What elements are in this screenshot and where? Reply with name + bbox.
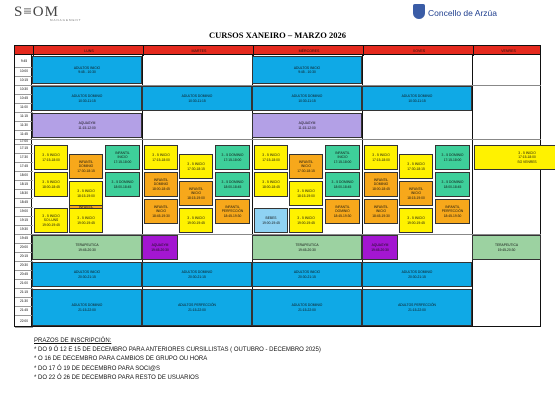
class-block-line: 21:15-22:00 bbox=[188, 307, 206, 312]
class-block-line: 21:15-22:00 bbox=[408, 307, 426, 312]
class-block-line: INICIO bbox=[375, 209, 387, 214]
class-block-line: 17:30-18:15 bbox=[407, 166, 425, 171]
class-block-line: ADULTOS INICIO bbox=[73, 65, 101, 70]
class-block-line: INFANTIL bbox=[115, 151, 130, 156]
class-block-line: 9:45 - 10:30 bbox=[298, 70, 316, 74]
class-block-line: ADULTOS DOMINIO bbox=[181, 94, 213, 99]
class-block-line: AQUAGYM bbox=[78, 121, 96, 126]
time-label: 21:00 bbox=[15, 279, 33, 289]
class-block-line: INFANTIL bbox=[373, 178, 389, 183]
class-block-line: 18:45-19:30 bbox=[152, 213, 170, 218]
class-block-line: 19:00-19:45 bbox=[77, 220, 95, 225]
class-block-line: DOMINIO bbox=[78, 164, 94, 169]
class-block-line: TERAPEUTICA bbox=[295, 243, 319, 248]
registration-notes bbox=[34, 337, 534, 383]
class-block-line: 20:30-21:15 bbox=[78, 274, 96, 279]
class-block-line: 19:45-20:30 bbox=[497, 247, 516, 252]
class-block bbox=[34, 172, 68, 197]
class-block bbox=[289, 181, 323, 206]
class-block-line: INFANTIL bbox=[78, 160, 94, 165]
class-block-line: DOMINIO bbox=[153, 182, 169, 187]
class-block-line: 17:15-18:00 bbox=[223, 157, 242, 162]
class-block-line: AQUAGYM bbox=[371, 243, 389, 248]
day-header: MÉRCORES bbox=[253, 46, 364, 56]
time-label: 21:45 bbox=[15, 306, 33, 316]
day-header: MARTES bbox=[143, 46, 254, 56]
class-block bbox=[289, 154, 323, 179]
logo-text: S≡OM bbox=[14, 4, 59, 20]
class-block bbox=[435, 172, 470, 197]
class-block-line: 17:30-18:15 bbox=[187, 166, 205, 171]
class-block-line: 19:00-19:45 bbox=[297, 220, 315, 225]
class-block-line: DOMINIO bbox=[373, 182, 389, 187]
class-block-line: 3 - 5 DOMINIO bbox=[221, 180, 244, 185]
class-block bbox=[472, 235, 541, 260]
time-label: 18:15 bbox=[15, 180, 33, 190]
class-block-line: 10:30-11:15 bbox=[78, 98, 96, 103]
class-block-line: 3 - 5 INICIO bbox=[42, 153, 60, 158]
class-block-line: 3 - 5 INICIO bbox=[518, 151, 536, 156]
time-label: 22:00 bbox=[15, 315, 33, 328]
class-block-line: ADULTOS DOMINIO bbox=[181, 270, 213, 275]
seom-logo bbox=[14, 4, 114, 24]
time-label: 20:15 bbox=[15, 252, 33, 262]
time-label: 18:30 bbox=[15, 189, 33, 199]
class-block-line: INICIO bbox=[337, 155, 348, 160]
class-block-line: ADULTOS DOMINIO bbox=[401, 270, 433, 275]
class-block-line: 19:45-20:30 bbox=[298, 247, 316, 252]
class-block bbox=[474, 145, 555, 170]
class-block-line: 21:15-22:00 bbox=[298, 307, 316, 312]
class-block-line: INICIO bbox=[117, 155, 128, 160]
class-block-line: 3 - 5 DOMINIO bbox=[441, 153, 464, 158]
class-block-line: 19:00-19:45 bbox=[187, 220, 205, 225]
class-block-line: 18:45-19:30 bbox=[443, 213, 462, 218]
schedule-header-row bbox=[14, 45, 541, 55]
time-label: 11:00 bbox=[15, 103, 33, 113]
class-block bbox=[252, 56, 362, 84]
class-block bbox=[69, 181, 103, 206]
class-block-line: 3 - 5 INICIO bbox=[262, 153, 280, 158]
class-block bbox=[142, 235, 178, 260]
time-label: 19:00 bbox=[15, 207, 33, 217]
class-block-line: INFANTIL bbox=[408, 187, 424, 192]
class-block-line: 18:45-19:30 bbox=[333, 213, 352, 218]
class-block-line: 3 - 5 INICIO bbox=[297, 189, 315, 194]
class-block bbox=[435, 199, 470, 224]
time-label: 11:30 bbox=[15, 121, 33, 131]
class-block-line: 3 - 5 DOMINIO bbox=[441, 180, 464, 185]
class-block-line: 19:00-19:45 bbox=[262, 220, 280, 225]
class-block bbox=[105, 172, 140, 197]
class-block bbox=[325, 199, 360, 224]
class-block-line: 18:45-19:30 bbox=[372, 213, 390, 218]
time-label: 19:15 bbox=[15, 216, 33, 226]
day-divider bbox=[472, 55, 473, 327]
class-block bbox=[69, 154, 103, 179]
class-block bbox=[254, 172, 288, 197]
class-block-line: 18:15-19:00 bbox=[407, 195, 425, 200]
class-block-line: 3 - 5 INICIO bbox=[297, 216, 315, 221]
class-block bbox=[32, 113, 142, 138]
class-block bbox=[142, 289, 252, 326]
class-block-line: ADULTOS DOMINIO bbox=[71, 94, 103, 99]
class-block-line: 17:15-18:00 bbox=[372, 157, 390, 162]
day-header: XOVES bbox=[363, 46, 474, 56]
class-block bbox=[179, 181, 213, 206]
class-block-line: 17:15-18:00 bbox=[42, 157, 60, 162]
day-header: VENRES bbox=[473, 46, 543, 56]
class-block bbox=[362, 262, 472, 287]
time-label: 17:45 bbox=[15, 162, 33, 172]
class-block-line: 3 - 5 INICIO bbox=[407, 162, 425, 167]
class-block-line: 9:45 - 10:30 bbox=[78, 70, 96, 74]
class-block-line: 3 - 5 INICIO bbox=[262, 180, 280, 185]
class-block-line: 3 - 5 INICIO bbox=[42, 180, 60, 185]
class-block bbox=[252, 289, 362, 326]
note-item: * DO 9 Ó 12 E 15 DE DECEMBRO PARA ANTERIORES CURSILLISTAS ( OUTUBRO - DECEMBRO 2025) bbox=[34, 347, 321, 354]
class-block bbox=[32, 262, 142, 287]
class-block bbox=[252, 262, 362, 287]
class-block-line: INFANTIL bbox=[373, 205, 389, 210]
class-block-line: 3 - 5 INICIO bbox=[152, 153, 170, 158]
class-block bbox=[32, 235, 142, 260]
class-block bbox=[215, 199, 250, 224]
class-block-line: ADULTOS DOMINIO bbox=[401, 94, 433, 99]
class-block-line: ADULTOS PERFECCIÓN bbox=[398, 303, 436, 308]
class-block-line: 19:00-19:45 bbox=[42, 222, 60, 227]
class-block-line: 3 - 5 INICIO bbox=[77, 189, 95, 194]
time-label: 10:30 bbox=[15, 85, 33, 95]
class-block bbox=[179, 208, 213, 233]
time-label: 17:15 bbox=[15, 144, 33, 154]
class-block bbox=[144, 145, 178, 170]
class-block-line: 18:15-19:00 bbox=[187, 195, 205, 200]
class-block bbox=[69, 208, 103, 233]
class-block bbox=[362, 289, 472, 326]
class-block-line: 19:45-20:30 bbox=[78, 247, 96, 252]
class-block-line: 3 - 5 INICIO bbox=[407, 216, 425, 221]
class-block-line: 17:30-18:15 bbox=[77, 168, 95, 173]
class-block-line: ADULTOS INICIO bbox=[73, 270, 101, 275]
class-block-line: INFANTIL bbox=[188, 187, 204, 192]
class-block-line: DOMINIO bbox=[335, 209, 350, 214]
class-block-line: INFANTIL bbox=[153, 178, 169, 183]
class-block-line: 17:15-18:00 bbox=[443, 157, 462, 162]
class-block-line: 18:00-18:45 bbox=[372, 186, 390, 191]
class-block bbox=[32, 289, 142, 326]
class-block bbox=[144, 172, 178, 197]
class-block-line: 3 - 5 DOMINIO bbox=[331, 180, 354, 185]
class-block-line: TERAPEUTICA bbox=[75, 243, 99, 248]
day-header: LUNS bbox=[33, 46, 144, 56]
class-block-line: 11:15-12:00 bbox=[298, 125, 316, 130]
note-item: * O 16 DE DECEMBRO PARA CAMBIOS DE GRUPO OU HORA bbox=[34, 356, 208, 363]
class-block bbox=[32, 56, 142, 84]
class-block bbox=[144, 199, 178, 224]
time-label: 19:30 bbox=[15, 225, 33, 235]
class-block-line: INICIO bbox=[190, 191, 202, 196]
class-block bbox=[399, 208, 433, 233]
class-block bbox=[215, 145, 250, 170]
class-block bbox=[105, 145, 140, 170]
class-block-line: BEBES bbox=[265, 216, 277, 221]
class-block-line: 19:45-20:30 bbox=[371, 247, 389, 252]
class-block-line: 10:30-11:15 bbox=[408, 98, 426, 103]
class-block bbox=[142, 86, 252, 111]
class-block bbox=[325, 145, 360, 170]
class-block-line: 18:00-18:45 bbox=[333, 184, 352, 189]
class-block-line: 20:30-21:15 bbox=[188, 274, 206, 279]
class-block-line: 3 - 5 INICIO bbox=[42, 214, 60, 219]
class-block bbox=[364, 145, 398, 170]
class-block-line: AQUAGYM bbox=[298, 121, 316, 126]
class-block-line: 3 - 5 INICIO bbox=[372, 153, 390, 158]
class-block-line: TERAPEUTICA bbox=[494, 243, 519, 248]
time-label: 11:15 bbox=[15, 112, 33, 122]
class-block bbox=[34, 208, 68, 233]
class-block-line: SO LUNS bbox=[43, 218, 59, 223]
class-block-line: 17:15-18:00 bbox=[113, 159, 132, 164]
class-block-line: 3 - 5 DOMINIO bbox=[111, 180, 134, 185]
time-label: 20:30 bbox=[15, 261, 33, 271]
class-block-line: 10:30-11:15 bbox=[298, 98, 316, 103]
time-label: 11:45 bbox=[15, 130, 33, 140]
class-block-line: 20:30-21:15 bbox=[298, 274, 316, 279]
class-block-line: 21:15-22:00 bbox=[78, 307, 96, 312]
class-block bbox=[362, 235, 398, 260]
class-block bbox=[289, 208, 323, 233]
class-block-line: 18:00-18:45 bbox=[262, 184, 280, 189]
time-label: 10:15 bbox=[15, 76, 33, 86]
class-block-line: SO VENRES bbox=[517, 159, 537, 164]
class-block-line: 17:30-18:15 bbox=[297, 168, 315, 173]
class-block-line: 18:15-19:00 bbox=[77, 193, 95, 198]
class-block-line: INFANTIL bbox=[335, 205, 350, 210]
time-label: 21:15 bbox=[15, 288, 33, 298]
time-label: 17:00 bbox=[15, 139, 33, 145]
time-label: 18:45 bbox=[15, 198, 33, 208]
class-block-line: INFANTIL bbox=[335, 151, 350, 156]
class-block-line: PERFECCIÓN bbox=[441, 209, 464, 214]
class-block-line: INFANTIL bbox=[298, 160, 314, 165]
time-label: 21:30 bbox=[15, 297, 33, 307]
class-block-line: 17:15-18:00 bbox=[518, 155, 536, 160]
class-block bbox=[142, 262, 252, 287]
class-block-line: ADULTOS INICIO bbox=[293, 65, 321, 70]
time-label: 19:45 bbox=[15, 234, 33, 244]
class-block-line: 3 - 5 DOMINIO bbox=[221, 153, 244, 158]
class-block-line: ADULTOS DOMINIO bbox=[71, 303, 103, 308]
section-divider bbox=[32, 139, 541, 140]
class-block-line: 17:15-18:00 bbox=[152, 157, 170, 162]
time-label: 17:30 bbox=[15, 153, 33, 163]
class-block bbox=[362, 86, 472, 111]
class-block-line: INFANTIL bbox=[225, 205, 240, 210]
class-block-line: ADULTOS DOMINIO bbox=[291, 303, 323, 308]
class-block-line: ADULTOS DOMINIO bbox=[291, 94, 323, 99]
time-label: 18:00 bbox=[15, 171, 33, 181]
class-block-line: 18:00-18:45 bbox=[42, 184, 60, 189]
class-block bbox=[215, 172, 250, 197]
class-block bbox=[179, 154, 213, 179]
note-item: * DO 22 Ó 26 DE DECEMBRO PARA RESTO DE USUARIOS bbox=[34, 374, 199, 381]
class-block-line: 3 - 5 INICIO bbox=[77, 216, 95, 221]
time-label: 9:45 bbox=[15, 55, 33, 68]
class-block bbox=[254, 145, 288, 170]
concello-crest-icon bbox=[413, 4, 425, 19]
notes-heading: PRAZOS DE INSCRIPCIÓN: bbox=[34, 338, 112, 344]
class-block-line: 19:45-20:30 bbox=[151, 247, 169, 252]
time-label: 20:45 bbox=[15, 270, 33, 280]
class-block-line: 10:30-11:15 bbox=[188, 98, 206, 103]
time-column bbox=[14, 55, 32, 327]
class-block-line: 19:00-19:45 bbox=[407, 220, 425, 225]
class-block-line: 20:30-21:15 bbox=[408, 274, 426, 279]
class-block-line: 18:00-18:45 bbox=[152, 186, 170, 191]
class-block-line: 3 - 5 INICIO bbox=[187, 162, 205, 167]
class-block bbox=[252, 86, 362, 111]
class-block bbox=[254, 208, 288, 233]
class-block-line: 17:15-18:00 bbox=[262, 157, 280, 162]
logo-subtitle: MANAGEMENT bbox=[50, 18, 82, 22]
class-block-line: 3 - 5 INICIO bbox=[187, 216, 205, 221]
class-block bbox=[325, 172, 360, 197]
class-block-line: AQUAGYM bbox=[151, 243, 169, 248]
class-block bbox=[32, 86, 142, 111]
class-block bbox=[435, 145, 470, 170]
class-block-line: 11:15-12:00 bbox=[78, 125, 96, 130]
page-title: CURSOS XANEIRO – MARZO 2026 bbox=[209, 30, 346, 40]
class-block-line: 18:00-18:45 bbox=[223, 184, 242, 189]
class-block-line: PERFECCIÓN bbox=[221, 209, 244, 214]
class-block bbox=[364, 172, 398, 197]
class-block bbox=[34, 145, 68, 170]
class-block-line: 18:45-19:30 bbox=[223, 213, 242, 218]
class-block bbox=[364, 199, 398, 224]
class-block-line: INICIO bbox=[155, 209, 167, 214]
schedule-grid bbox=[32, 55, 541, 327]
class-block-line: 18:00-18:45 bbox=[113, 184, 132, 189]
class-block-line: ADULTOS PERFECCIÓN bbox=[178, 303, 216, 308]
class-block-line: INICIO bbox=[410, 191, 422, 196]
class-block bbox=[252, 113, 362, 138]
time-label: 10:00 bbox=[15, 67, 33, 77]
class-block-line: 18:15-19:00 bbox=[297, 193, 315, 198]
class-block-line: 17:15-18:00 bbox=[333, 159, 352, 164]
class-block bbox=[399, 181, 433, 206]
note-item: * DO 17 Ó 19 DE DECEMBRO PARA SOCI@S bbox=[34, 365, 161, 372]
class-block-line: INICIO bbox=[300, 164, 312, 169]
concello-name: Concello de Arzúa bbox=[428, 8, 497, 18]
class-block bbox=[399, 154, 433, 179]
class-block-line: 18:00-18:45 bbox=[443, 184, 462, 189]
class-block bbox=[252, 235, 362, 260]
class-block-line: ADULTOS INICIO bbox=[293, 270, 321, 275]
time-label: 20:00 bbox=[15, 243, 33, 253]
time-label: 10:45 bbox=[15, 94, 33, 104]
class-block-line: INFANTIL bbox=[445, 205, 460, 210]
class-block-line: INFANTIL bbox=[153, 205, 169, 210]
